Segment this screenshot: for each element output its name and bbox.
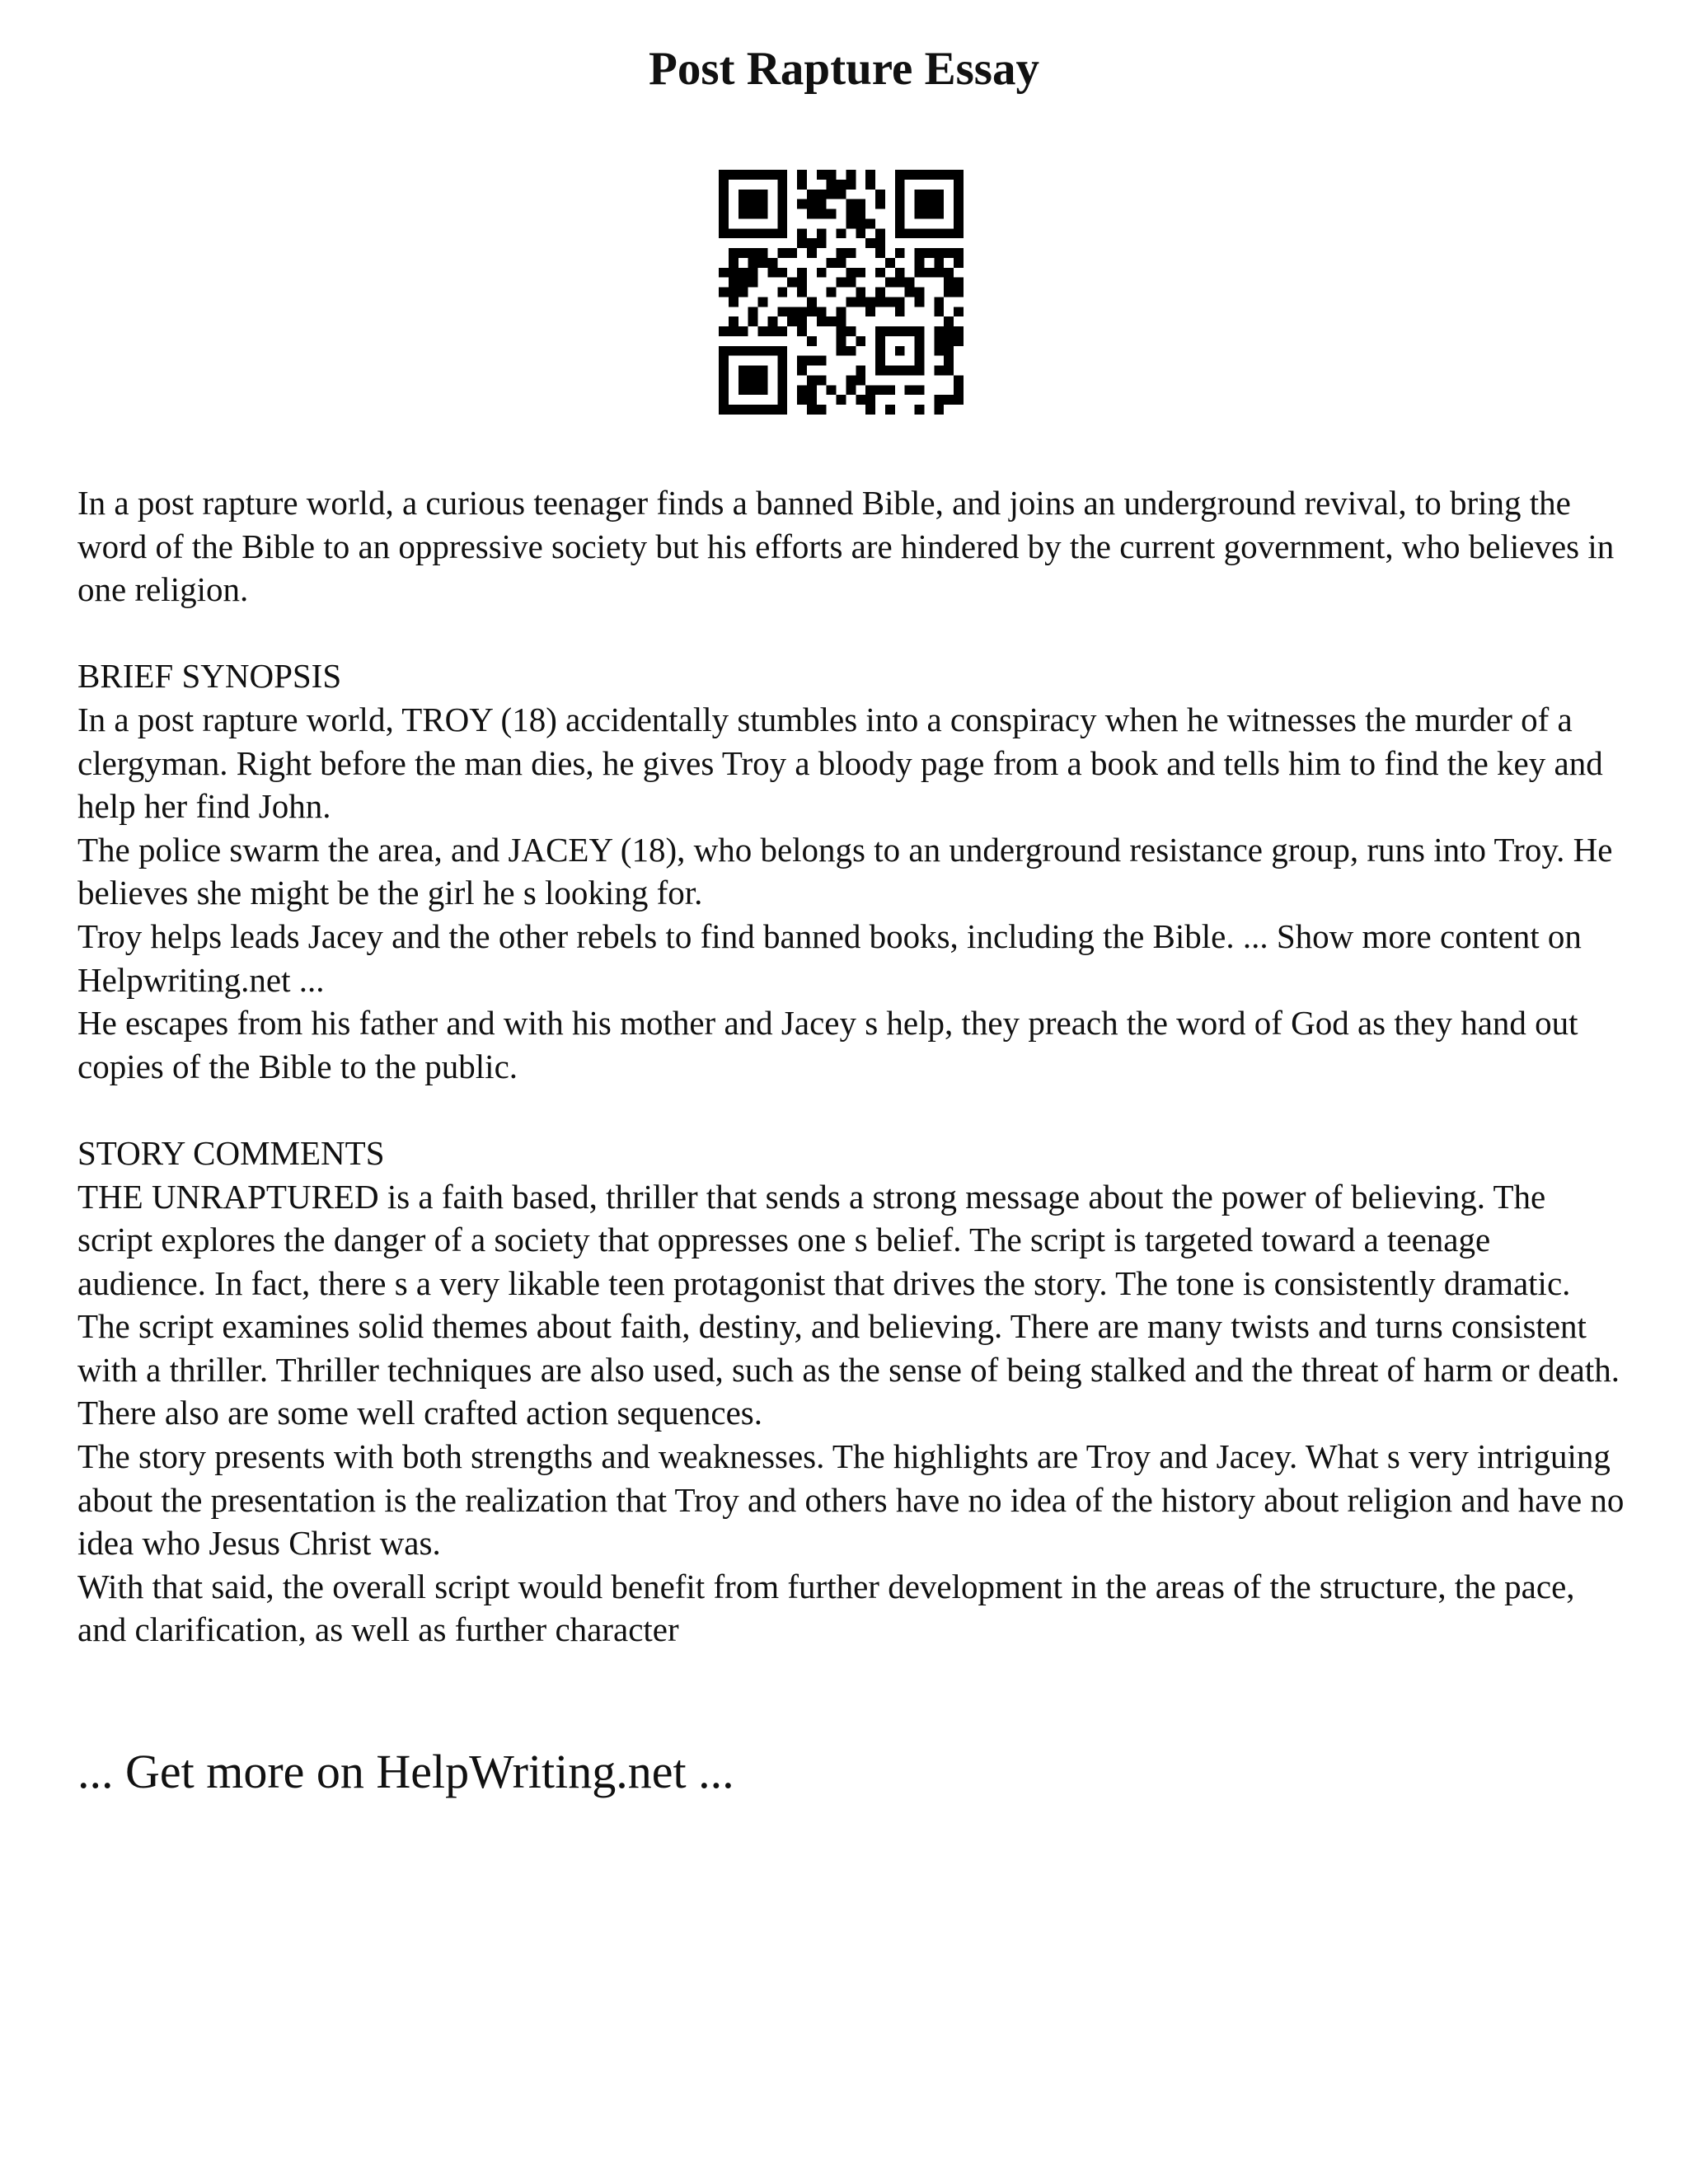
qr-code-icon [719, 170, 964, 415]
synopsis-heading: BRIEF SYNOPSIS [77, 657, 342, 696]
synopsis-paragraph: He escapes from his father and with his mother and Jacey s help, they preach the word of God as they hand out copies of the Bible to the public. [77, 1004, 1578, 1085]
get-more-link[interactable]: ... Get more on HelpWriting.net ... [77, 1745, 734, 1798]
comments-paragraph: THE UNRAPTURED is a faith based, thriller that sends a strong message about the power of believing. The script explores the danger of a society that oppresses one s belief. The script is targeted toward a teenage audience. In fact, there s a very likable teen protagonist that drives the story. The tone is consistently dramatic. The script examines solid themes about faith, destiny, and believing. There are many twists and turns consistent with a thriller. Thriller techniques are also used, such as the sense of being stalked and the threat of harm or death. There also are some well crafted action sequences. [77, 1177, 1620, 1432]
essay-body [77, 481, 1627, 1652]
synopsis-paragraph: The police swarm the area, and JACEY (18), who belongs to an underground resistance group, runs into Troy. He believes she might be the girl he s looking for. [77, 830, 1613, 912]
comments-heading: STORY COMMENTS [77, 1133, 385, 1172]
synopsis-paragraph[interactable]: Troy helps leads Jacey and the other rebels to find banned books, including the Bible. ... Show more content on Helpwriting.net ... [77, 916, 1582, 999]
page-title: Post Rapture Essay [649, 43, 1039, 95]
comments-paragraph: With that said, the overall script would benefit from further development in the areas of the structure, the pace, and clarification, as well as further character [77, 1567, 1575, 1649]
synopsis-paragraph: In a post rapture world, TROY (18) accidentally stumbles into a conspiracy when he witnesses the murder of a clergyman. Right before the man dies, he gives Troy a bloody page from a book and tells him to find the key and help her find John. [77, 700, 1603, 826]
comments-paragraph: The story presents with both strengths and weaknesses. The highlights are Troy and Jacey. What s very intriguing about the presentation is the realization that Troy and others have no idea of the history about religion and have no idea who Jesus Christ was. [77, 1437, 1625, 1563]
intro-paragraph: In a post rapture world, a curious teenager finds a banned Bible, and joins an underground revival, to bring the word of the Bible to an oppressive society but his efforts are hindered by the current government, who believes in one religion. [77, 484, 1615, 609]
